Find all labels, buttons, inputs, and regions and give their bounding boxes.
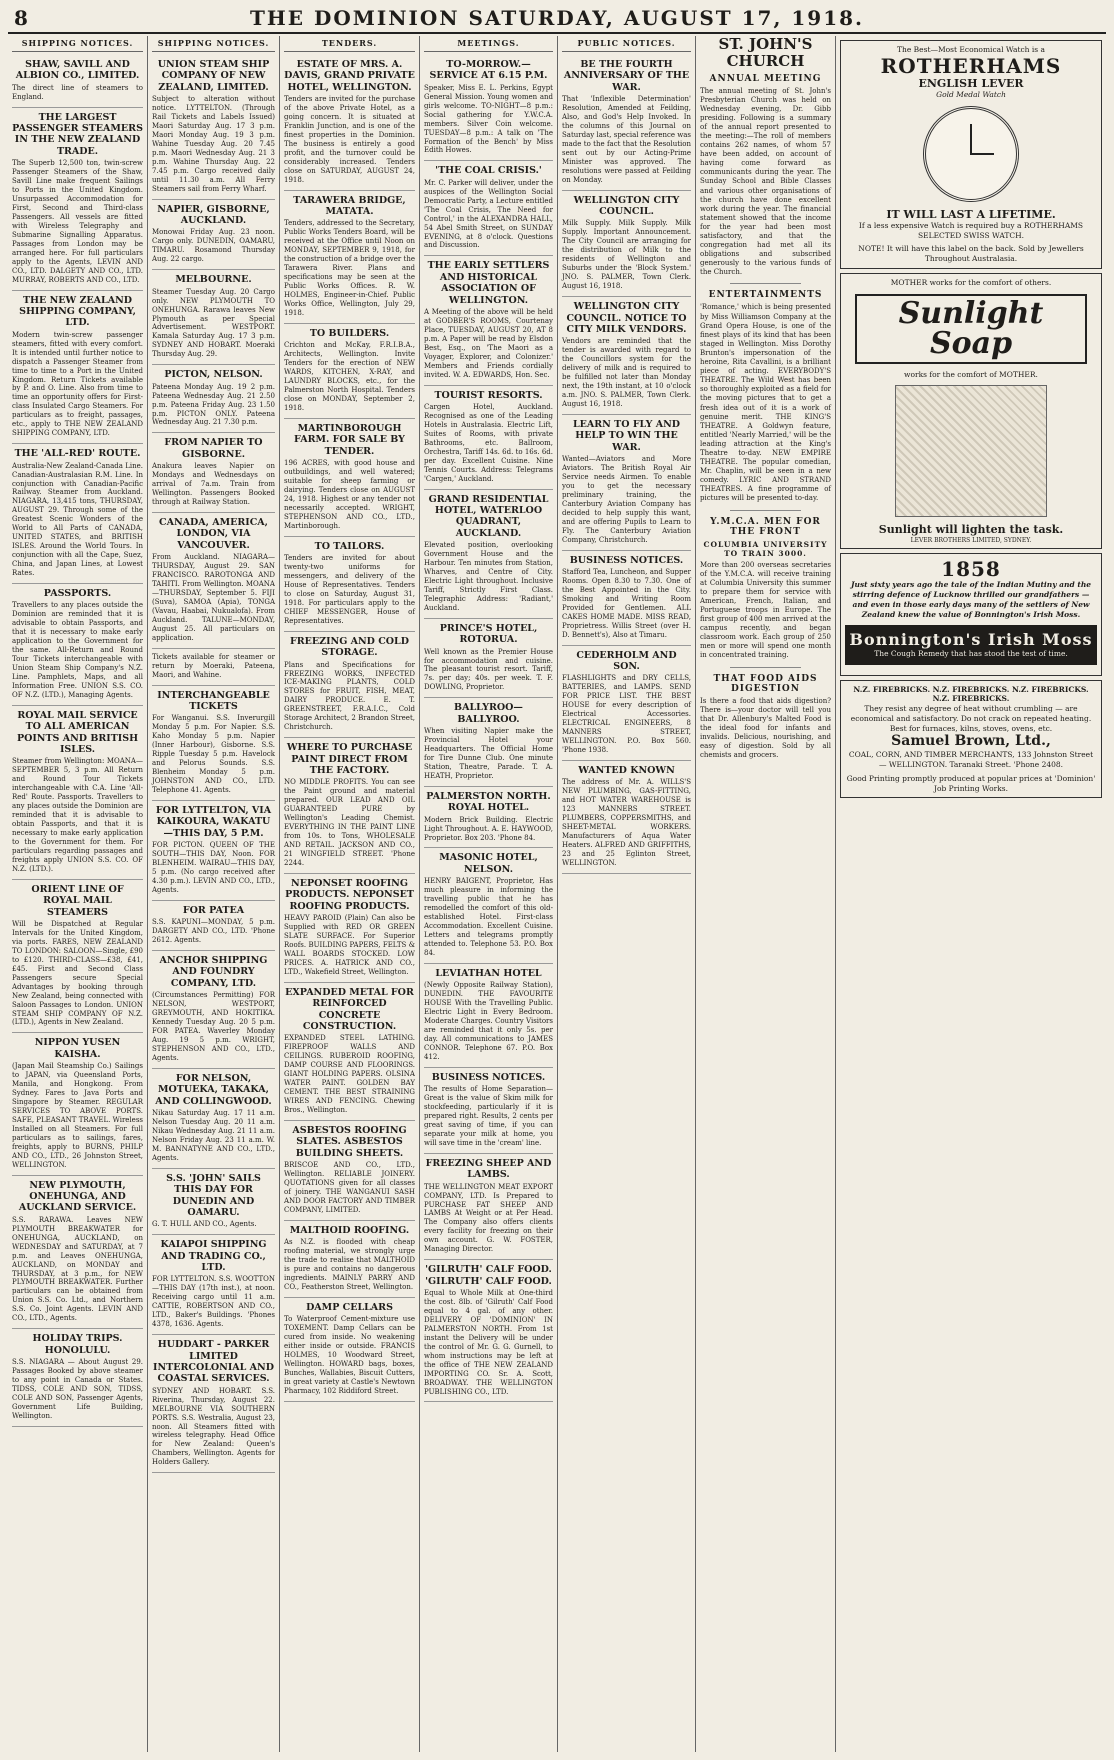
ad-body: Mr. C. Parker will deliver, under the auspices of the Wellington Social Democratic Party, a Lecture entitled 'The Coal Crisis, The Need for Control,' in the ALEXANDRA HALL, 54 Abel Smith Street, on SUNDAY EVENING, at 8 o'clock. Questions and Discussion.	[424, 178, 553, 250]
classified-ad	[424, 698, 553, 787]
classified-ad	[12, 444, 143, 584]
ad-heading: TOURIST RESORTS.	[434, 389, 543, 401]
ad-year: 1858	[941, 557, 1001, 582]
ads-list	[424, 55, 553, 1402]
ads-list	[562, 55, 691, 874]
ad-body: Speaker, Miss E. L. Perkins, Egypt General Mission. Young women and girls welcome. TO-NIGHT—8 p.m.: Social gathering for Y.W.C.A. members. Silver Coin welcome. TUESDAY—8 p.m.: A talk on 'The Formation of the Bench' by Miss Edith Howes.	[424, 83, 553, 155]
ad-body: THE WELLINGTON MEAT EXPORT COMPANY, LTD. Is Prepared to PURCHASE FAT SHEEP AND LAMBS At Weight or at Per Head. The Company also offers clients every facility for freezing on their own account. G. W. FOSTER, Managing Director.	[424, 1182, 553, 1254]
ad-body: Subject to alteration without notice. LYTTELTON. (Through Rail Tickets and Labels Issued) Maori Saturday Aug. 17 3 p.m. Maori Monday Aug. 19 3 p.m. Wahine Tuesday Aug. 20 7.45 p.m. Maori Wednesday Aug. 21 3 p.m. Wahine Thursday Aug. 22 7.45 p.m. Cargo received daily until 11.30 a.m. All Ferry Steamers sail from Ferry Wharf.	[152, 95, 275, 193]
section-subheading: COLUMBIA UNIVERSITY TO TRAIN 3000.	[703, 539, 828, 558]
classified-ad	[562, 55, 691, 191]
ad-body: Monowai Friday Aug. 23 noon. Cargo only. DUNEDIN, OAMARU, TIMARU. Rosamond Thursday Aug. 22 cargo.	[152, 228, 275, 264]
classified-ad	[562, 191, 691, 297]
classified-ad	[152, 1169, 275, 1236]
ad-heading: 'GILRUTH' CALF FOOD. 'GILRUTH' CALF FOOD.	[425, 1264, 552, 1287]
ad-heading: GRAND RESIDENTIAL HOTEL, WATERLOO QUADRANT, AUCKLAND.	[428, 493, 549, 539]
ad-heading: ASBESTOS ROOFING SLATES. ASBESTOS BUILDING SHEETS.	[292, 1124, 407, 1159]
ad-caption: Gold Medal Watch	[936, 89, 1006, 99]
ad-body: Pateena Monday Aug. 19 2 p.m. Pateena Wednesday Aug. 21 2.50 p.m. Pateena Friday Aug. 23 1.50 p.m. PICTON ONLY. Pateena Wednesday Aug. 21 7.30 p.m.	[152, 382, 275, 427]
ad-body: Tenders are invited for about twenty-two uniforms for messengers, and delivery of the House of Representatives. Tenders to close on Saturday, August 31, 1918. For particulars apply to the CHIEF MESSENGER, House of Representatives.	[284, 554, 415, 625]
ad-body: Equal to Whole Milk at One-third the cost. 8lb. of 'Gilruth' Calf Food equal to 4 gal. of any other. DELIVERY OF 'DOMINION' IN PALMERSTON NORTH. From 1st instant the Delivery will be under the control of Mr. G. G. Gurnell, to whom instructions may be left at the office of THE NEW ZEALAND IMPORTING CO. Sr. A. Scott, BROADWAY. THE WELLINGTON PUBLISHING CO., LTD.	[424, 1289, 553, 1396]
ad-body: Will be Dispatched at Regular Intervals for the United Kingdom, via ports. FARES, NEW ZEALAND TO LONDON: SALOON—Single, £90 to £120. THIRD-CLASS—£38, £41, £45. First and Second Class Passengers secure Special Advantages by booking through New Zealand, being connected with Saloon Passages to London. UNION STEAM SHIP COMPANY OF N.Z. (LTD.), Agents in New Zealand.	[12, 919, 143, 1027]
ad-body: Well known as the Premier House for accommodation and cuisine. The pleasant tourist resort. Tariff, 7s. per day; 40s. per week. T. F. DOWLING, Proprietor.	[424, 647, 553, 692]
ad-tagline: The Best—Most Economical Watch is a	[897, 45, 1045, 54]
classified-ad	[152, 55, 275, 200]
divider	[730, 667, 801, 668]
classified-ad	[152, 901, 275, 951]
classified-ad	[284, 738, 415, 874]
ad-heading: PALMERSTON NORTH. ROYAL HOTEL.	[426, 790, 551, 814]
section-heading: Y.M.C.A. MEN FOR THE FRONT	[710, 516, 821, 537]
classified-ad	[152, 686, 275, 801]
ad-heading: WHERE TO PURCHASE PAINT DIRECT FROM THE FACTORY.	[286, 742, 413, 776]
classified-ad	[152, 649, 275, 686]
classified-ad	[12, 880, 143, 1034]
ad-heading: NEPONSET ROOFING PRODUCTS. NEPONSET ROOFING PRODUCTS.	[285, 877, 414, 912]
ad-firebricks	[840, 680, 1102, 799]
ad-body: Nikau Saturday Aug. 17 11 a.m. Nelson Tuesday Aug. 20 11 a.m. Nikau Wednesday Aug. 21 11 a.m. Nelson Friday Aug. 23 11 a.m. W. M. BANNATYNE AND CO., LTD., Agents.	[152, 1109, 275, 1162]
ad-body: From Auckland. NIAGARA—THURSDAY, August 29. SAN FRANCISCO. RAROTONGA AND TAHITI. From Wellington. MOANA—THURSDAY, September 5. FIJI (Suva), SAMOA (Apia), TONGA (Vavau, Haabai, Nukualofa). From Auckland. TALUNE—MONDAY, August 25. All particulars on application.	[152, 553, 275, 642]
article-headline: ST. JOHN'S CHURCH	[718, 36, 813, 71]
classified-ad	[284, 419, 415, 537]
column-heading: SHIPPING NOTICES.	[12, 36, 143, 52]
classified-ad	[424, 1068, 553, 1154]
ad-heading: BE THE FOURTH ANNIVERSARY OF THE WAR.	[563, 59, 690, 93]
ad-body: The address of Mr. A. WILLS'S NEW PLUMBING, GAS-FITTING, and HOT WATER WAREHOUSE is 123 MANNERS STREET. PLUMBERS, COPPERSMITHS, and SHEET-METAL WORKERS. Manufacturers of Aqua Water Heaters. ALFRED AND GRIFFITHS, 23 and 25 Eglinton Street, WELLINGTON.	[562, 778, 691, 867]
section-heading: THAT FOOD AIDS DIGESTION	[713, 673, 818, 694]
ad-body: Anakura leaves Napier on Mondays and Wednesdays on arrival of 7a.m. Train from Wellington. Passengers Booked through at Railway Station.	[152, 462, 275, 507]
ad-body: (Circumstances Permitting) FOR NELSON, WESTPORT, GREYMOUTH, AND HOKITIKA. Kennedy Tuesday Aug. 20 5 p.m. FOR PATEA. Waverley Monday Aug. 19 5 p.m. WRIGHT, STEPHENSON AND CO., LTD., Agents.	[152, 991, 275, 1062]
ad-heading: CEDERHOLM AND SON.	[576, 649, 677, 673]
ad-heading: NEW PLYMOUTH, ONEHUNGA, AND AUCKLAND SERVICE.	[18, 1179, 137, 1214]
classified-ad	[12, 1329, 143, 1426]
classified-ad	[424, 964, 553, 1068]
classified-ad	[152, 270, 275, 365]
column-heading: TENDERS.	[284, 36, 415, 52]
watch-hand	[970, 153, 994, 155]
ad-heading: S.S. 'JOHN' SAILS THIS DAY FOR DUNEDIN AND OAMARU.	[166, 1172, 261, 1218]
ad-heading: ESTATE OF MRS. A. DAVIS, GRAND PRIVATE HOTEL, WELLINGTON.	[284, 59, 415, 93]
ad-heading: LEVIATHAN HOTEL	[435, 967, 542, 979]
ad-body: Crichton and McKay, F.R.I.B.A., Architects, Wellington. Invite Tenders for the erection of NEW WARDS, KITCHEN, X-RAY, and LAUNDRY BLOCKS, etc., for the Palmerston North Hospital. Tenders close on MONDAY, September 2, 1918.	[284, 341, 415, 413]
ad-body: FLASHLIGHTS and DRY CELLS, BATTERIES, and LAMPS. SEND FOR PRICE LIST. THE BEST HOUSE for every description of Electrical Accessories. ELECTRICAL ENGINEERS, 8 MANNERS STREET, WELLINGTON. P.O. Box 560. 'Phone 1938.	[562, 674, 691, 755]
ad-brand: Samuel Brown, Ltd.,	[891, 733, 1051, 750]
classified-ad	[152, 200, 275, 271]
classified-ad	[284, 632, 415, 738]
page-number: 8	[14, 6, 28, 30]
ad-bonningtons	[840, 553, 1102, 675]
ad-body: Elevated position, overlooking Government House and the Harbour. Ten minutes from Station, Wharves, and Centre of City. Electric Light throughout. Inclusive Tariff, Strictly First Class. Telegraphic Address: 'Radiant,' Auckland.	[424, 541, 553, 612]
ad-subbrand: works for the comfort of MOTHER.	[904, 369, 1038, 379]
ad-heading: WELLINGTON CITY COUNCIL.	[573, 194, 680, 218]
ad-heading: HOLIDAY TRIPS. HONOLULU.	[32, 1333, 123, 1356]
classified-ad	[424, 55, 553, 161]
ad-heading: THE LARGEST PASSENGER STEAMERS IN THE NEW ZEALAND TRADE.	[12, 111, 143, 157]
classified-ad	[424, 848, 553, 963]
column-meetings	[420, 36, 558, 1752]
ad-heading: ROYAL MAIL SERVICE TO ALL AMERICAN POINTS AND BRITISH ISLES.	[16, 709, 139, 756]
ad-body: EXPANDED STEEL LATHING. FIREPROOF WALLS AND CEILINGS. RUBEROID ROOFING, DAMP COURSE AND FLOORINGS. GIANT HOLDING PAPERS. OLSINA WATER PAINT. GOLDEN BAY CEMENT. THE BEST STRAINING WIRES AND FENCING. Chewing Bros., Wellington.	[284, 1034, 415, 1114]
ad-heading: UNION STEAM SHIP COMPANY OF NEW ZEALAND, LIMITED.	[157, 59, 270, 93]
column-heading: PUBLIC NOTICES.	[562, 36, 691, 52]
ad-body: SYDNEY AND HOBART. S.S. Riverina, Thursday, August 22. MELBOURNE VIA SOUTHERN PORTS. S.S. Westralia, August 23, noon. All Steamers fitted with wireless telegraphy. Head Office for New Zealand: Queen's Chambers, Wellington. Agents for Holders Gallery.	[152, 1386, 275, 1467]
ad-body: Travellers to any places outside the Dominion are reminded that it is advisable to obtain Passports, and that it is necessary to make early application to the Government for the same. All-Return and Round Tour Tickets interchangeable with Union Steam Ship Company's N.Z. Line. Pamphlets, Maps, and all Information Free. UNION S.S. CO. OF N.Z. (LTD.), Managing Agents.	[12, 601, 143, 699]
classified-ad	[562, 297, 691, 415]
ad-body: Steamer from Wellington: MOANA—SEPTEMBER 5, 3 p.m. All Return and Round Tour Tickets interchangeable with C.A. Line 'All-Red' Route. Passports. Travellers to any places outside the Dominion are reminded that it is advisable to obtain Passports, and that it is necessary to make early application to the Government for them. For particulars regarding passages and freights apply UNION S.S. CO. OF N.Z. (LTD.).	[12, 757, 143, 873]
ad-heading: MASONIC HOTEL, NELSON.	[439, 852, 538, 875]
column-heading: SHIPPING NOTICES.	[152, 36, 275, 52]
classified-ad	[562, 415, 691, 551]
classified-ad	[424, 1154, 553, 1260]
classified-ad	[12, 291, 143, 445]
classified-ad	[284, 324, 415, 419]
classified-ad	[152, 801, 275, 901]
ad-tagline: MOTHER works for the comfort of others.	[890, 277, 1052, 287]
classified-ad	[562, 551, 691, 646]
ad-heading: THE NEW ZEALAND SHIPPING COMPANY, LTD.	[19, 294, 136, 329]
ad-text: They resist any degree of heat without crumbling — are economical and satisfactory. Do not crack on repeated heating. Best for furnaces, kilns, stoves, ovens, etc.	[850, 704, 1092, 733]
divider	[730, 283, 801, 284]
ad-caption: Sunlight will lighten the task.	[878, 523, 1064, 537]
ad-heading: CANADA, AMERICA, LONDON, VIA VANCOUVER.	[159, 516, 268, 551]
ad-heading: PASSPORTS.	[43, 587, 112, 599]
ad-body: HENRY BAIGENT, Proprietor, Has much pleasure in informing the travelling public that he has remodelled the comfort of this old-established Hotel. First-class Accommodation. Excellent Cuisine. Letters and telegrams promptly attended to. Telephone 53. P.O. Box 84.	[424, 877, 553, 957]
classified-ad	[424, 619, 553, 699]
classified-ad	[424, 1260, 553, 1402]
ad-heading: WELLINGTON CITY COUNCIL. NOTICE TO CITY MILK VENDORS.	[566, 301, 687, 335]
ad-note-2: If a less expensive Watch is required buy a ROTHERHAMS SELECTED SWISS WATCH.	[858, 220, 1084, 240]
classified-ad	[284, 1221, 415, 1298]
classified-ad	[284, 983, 415, 1121]
classified-ad	[12, 55, 143, 108]
newspaper-title: THE DOMINION SATURDAY, AUGUST 17, 1918.	[249, 6, 864, 30]
ad-heading: MELBOURNE.	[175, 274, 252, 286]
ad-heading: MARTINBOROUGH FARM. FOR SALE BY TENDER.	[294, 422, 405, 457]
masthead	[8, 4, 1106, 34]
classified-ad	[284, 537, 415, 632]
ad-body: When visiting Napier make the Provincial Hotel your Headquarters. The Official Home for Tire Dunne Club. One minute Station, Theatre, Parade. T. A. HEATH, Proprietor.	[424, 727, 553, 780]
ad-brand: ROTHERHAMS	[880, 53, 1062, 78]
ads-list	[284, 55, 415, 1402]
ad-body: Modern Brick Building. Electric Light Throughout. A. E. HAYWOOD, Proprietor. Box 203. 'Phone 84.	[424, 815, 553, 842]
ad-body: The direct line of steamers to England.	[12, 83, 143, 101]
classified-ad	[152, 951, 275, 1069]
ad-body: Tickets available for steamer or return by Moeraki, Pateena, Maori, and Wahine.	[152, 652, 275, 679]
column-article	[696, 36, 836, 1752]
ad-body: Wanted—Aviators and More Aviators. The British Royal Air Service needs Airmen. To enable you to get the necessary preliminary training, the Canterbury Aviation Company has decided to help supply this want, and are offering Pupils to Learn to Fly. The Canterbury Aviation Company, Christchurch.	[562, 455, 691, 544]
ad-body: Stafford Tea, Luncheon, and Supper Rooms. Open 8.30 to 7.30. One of the Best Appointed in the City. Smoking and Writing Room Provided for Gentlemen. ALL CAKES HOME MADE. MISS READ, Proprietress. Willis Street (over H. D. Bennett's), Also at Timaru.	[562, 568, 691, 639]
classified-ad	[152, 1335, 275, 1473]
mother-illustration	[895, 385, 1047, 517]
classified-ad	[284, 55, 415, 191]
ad-body: G. T. HULL AND CO., Agents.	[152, 1220, 257, 1229]
classified-ad	[152, 433, 275, 513]
ad-body: (Newly Opposite Railway Station), DUNEDIN. THE FAVOURITE HOUSE With the Travelling Public. Electric Light in Every Bedroom. Moderate Charges. Country Visitors are reminded that it only 5s. per day. All communications to JAMES CONNOR. Telephone 67. P.O. Box 412.	[424, 981, 553, 1061]
ad-heading: BALLYROO—BALLYROO.	[454, 702, 523, 725]
ad-brand: Sunlight Soap	[855, 294, 1087, 364]
classified-ad	[284, 1121, 415, 1221]
classified-ad	[12, 706, 143, 880]
ad-fineprint: The Cough Remedy that has stood the test of time.	[874, 648, 1068, 658]
ad-brand: Bonnington's Irish Moss	[849, 630, 1093, 650]
ad-list: N.Z. FIREBRICKS. N.Z. FIREBRICKS. N.Z. FIREBRICKS. N.Z. FIREBRICKS.	[853, 684, 1089, 704]
classified-ad	[152, 513, 275, 649]
classified-ad	[152, 1069, 275, 1169]
ad-brand-box	[845, 625, 1097, 664]
divider	[730, 510, 801, 511]
ad-heading: TO BUILDERS.	[309, 327, 390, 339]
ad-body: For Wanganui. S.S. Inverurgill Monday 5 p.m. For Napier. S.S. Kaho Monday 5 p.m. Napier (Inner Harbour), Gisborne. S.S. Ripple Tuesday 5 p.m. Havelock and Pelorus Sounds. S.S. Blenheim Monday 5 p.m. JOHNSTON AND CO., LTD. Telephone 41. Agents.	[152, 714, 275, 794]
article-body: 'Romance,' which is being presented by Miss Williamson Company at the Grand Opera House, is one of the finest plays of its kind that has been staged in Wellington. Miss Dorothy Brunton's impersonation of the heroine, Rita Cavallini, is a brilliant piece of acting. EVERYBODY'S THEATRE. The Wild West has been so thoroughly exploited as a field for the moving pictures that to get a fresh idea out of it is a work of genuine merit. THE KING'S THEATRE. A Goldwyn feature, entitled 'Nearly Married,' will be the leading attraction at the King's Theatre to-day. NEW EMPIRE THEATRE. The popular comedian, Mr. Chaplin, will be seen in a new comedy. LYRIC AND STRAND THEATRES. A fine programme of pictures will be presented to-day.	[700, 303, 831, 503]
classified-ad	[562, 761, 691, 874]
ad-heading: NAPIER, GISBORNE, AUCKLAND.	[157, 203, 270, 227]
columns	[8, 36, 1106, 1752]
ad-body: BRISCOE AND CO., LTD., Wellington. RELIABLE JOINERY. QUOTATIONS given for all classes of joinery. THE WANGANUI SASH AND DOOR FACTORY AND TIMBER COMPANY, LIMITED.	[284, 1161, 415, 1214]
ad-body: Cargen Hotel, Auckland. Recognised as one of the Leading Hotels in Australasia. Electric Lift, Suites of Rooms, with private Bathrooms, etc. Ballroom, Orchestra, Tariff 14s. 6d. to 16s. 6d. per day. Excellent Cuisine. Nine Tennis Courts. Address: Telegrams 'Cargen,' Auckland.	[424, 403, 553, 483]
column-heading: MEETINGS.	[424, 36, 553, 52]
ad-note-3: NOTE! It will have this label on the back. Sold by Jewellers Throughout Australasia.	[858, 244, 1084, 264]
ad-heading: BUSINESS NOTICES.	[431, 1071, 546, 1083]
classified-ad	[424, 161, 553, 256]
ad-body: That 'Inflexible Determination' Resolution, Amended at Feilding, Also, and God's Help Invoked. In the columns of this Journal on Saturday last, special reference was made to the fact that the Resolution sent out by our Acting-Prime Minister was approved. The resolutions were passed at Feilding on Monday.	[562, 95, 692, 184]
ad-heading: DAMP CELLARS	[306, 1301, 393, 1313]
ad-heading: NIPPON YUSEN KAISHA.	[34, 1037, 121, 1060]
ad-heading: MALTHOID ROOFING.	[289, 1224, 410, 1236]
ad-heading: EXPANDED METAL FOR REINFORCED CONCRETE CONSTRUCTION.	[285, 986, 414, 1032]
ad-body: FOR PICTON. QUEEN OF THE SOUTH—THIS DAY, Noon. FOR BLENHEIM. WAIRAU—THIS DAY, 5 p.m. (No cargo received after 4.30 p.m.). LEVIN AND CO., LTD., Agents.	[152, 841, 275, 894]
ad-fineprint: LEVER BROTHERS LIMITED, SYDNEY.	[910, 536, 1032, 544]
column-tenders	[280, 36, 420, 1752]
column-display-ads	[836, 36, 1106, 1752]
ad-body: Tenders are invited for the purchase of the above Private Hotel, as a going concern. It is situated at Franklin Junction, and is one of the finest properties in the Dominion. The business is entirely a good profit, and the turnover could be considerably increased. Tenders close on SATURDAY, AUGUST 24, 1918.	[284, 95, 415, 184]
ad-heading: ORIENT LINE OF ROYAL MAIL STEAMERS	[31, 883, 124, 918]
ad-heading: THE EARLY SETTLERS AND HISTORICAL ASSOCIATION OF WELLINGTON.	[427, 260, 550, 306]
ad-heading: FREEZING SHEEP AND LAMBS.	[425, 1157, 552, 1181]
ad-rotherhams	[840, 40, 1102, 269]
column-public-notices	[558, 36, 696, 1752]
classified-ad	[12, 1176, 143, 1330]
classified-ad	[424, 787, 553, 849]
ad-heading: LEARN TO FLY AND HELP TO WIN THE WAR.	[572, 418, 681, 453]
ad-body: S.S. KAPUNI—MONDAY, 5 p.m. DARGETY AND CO., LTD. 'Phone 2612. Agents.	[152, 918, 275, 945]
column-shipping-1	[8, 36, 148, 1752]
ad-heading: INTERCHANGEABLE TICKETS	[157, 689, 270, 712]
article-body: More than 200 overseas secretaries of the Y.M.C.A. will receive training at Columbia University this summer to prepare them for service with American, French, Italian, and Portuguese troops in Europe. The first group of 400 men arrived at the campus recently, and began classroom work. Each group of 250 men or more will spend one month in concentrated training.	[700, 560, 831, 660]
ad-text: Just sixty years ago the tale of the Indian Mutiny and the stirring defence of Lucknow thrilled our grandfathers — and even in those early days many of the settlers of New Zealand knew the value of Bonnington's Irish Moss.	[850, 580, 1092, 619]
column-shipping-2	[148, 36, 280, 1752]
ad-subbrand: ENGLISH LEVER	[918, 76, 1024, 90]
ad-body: 196 ACRES, with good house and outbuildings, and well watered; suitable for sheep farming or dairying. Tenders close on AUGUST 24, 1918. Highest or any tender not necessarily accepted. WRIGHT, STEPHENSON AND CO., LTD., Martinborough.	[284, 459, 415, 530]
ads-list	[12, 55, 143, 1427]
ad-heading: TARAWERA BRIDGE, MATATA.	[293, 194, 406, 218]
ad-body: As N.Z. is flooded with cheap roofing material, we strongly urge the trade to realise that MALTHOID is pure and contains no dangerous ingredients. MAINLY PARRY AND CO., Featherston Street, Wellington.	[284, 1238, 415, 1291]
ad-heading: WANTED KNOWN	[578, 764, 675, 776]
ad-body: Vendors are reminded that the tender is awarded with regard to the Councillors system for the delivery of milk and is required to be fulfilled not later than Monday next, the 19th instant, at 10 o'clock a.m. JNO. S. PALMER, Town Clerk. August 16, 1918.	[562, 337, 691, 408]
ad-heading: SHAW, SAVILL AND ALBION CO., LIMITED.	[15, 59, 140, 82]
classified-ad	[12, 584, 143, 706]
classified-ad	[424, 256, 553, 385]
article-subhead: ANNUAL MEETING	[709, 73, 822, 84]
ad-body: A Meeting of the above will be held at GODBER'S ROOMS, Courtenay Place, TUESDAY, AUGUST 20, AT 8 p.m. A Paper will be read by Elsdon Best, Esq., on 'The Maori as a Voyager, Explorer, and Colonizer.' Members and Friends cordially invited. W. A. EDWARDS, Hon. Sec.	[424, 307, 553, 379]
ad-body: Modern twin-screw passenger steamers, fitted with every comfort. It is intended until further notice to dispatch a Passenger Steamer from time to time to a Port in the United Kingdom. Return Tickets available by P. and O. Line. Also from time to time an opportunity offers for First-class Insulated Cargo Steamers. For particulars as to freight, passages, etc., apply to THE NEW ZEALAND SHIPPING COMPANY, LTD.	[12, 330, 143, 438]
ad-body: Australia-New Zealand-Canada Line. Canadian-Australasian R.M. Line. In conjunction with Canadian-Pacific Railway. Steamer from Auckland. NIAGARA, 13,415 tons, THURSDAY, AUGUST 29. Through some of the Greatest Scenic Wonders of the World to All Parts of CANADA, UNITED STATES, and BRITISH ISLES. Around the World Tours. In conjunction with all the Cape, Suez, China, and Japan Lines, at Lowest Rates.	[12, 461, 143, 578]
ad-heading: KAIAPOI SHIPPING AND TRADING CO., LTD.	[160, 1239, 267, 1274]
pocket-watch-icon	[923, 106, 1019, 202]
ad-subbrand: COAL, CORN, AND TIMBER MERCHANTS, 133 Johnston Street — WELLINGTON. Taranaki Street. 'Phone 2408.	[848, 750, 1094, 769]
ad-heading: FROM NAPIER TO GISBORNE.	[164, 437, 263, 460]
ad-body: Milk Supply. Milk Supply. Milk Supply. Important Announcement. The City Council are arranging for the distribution of Milk to the residents of Wellington and Suburbs under the 'Block System.' JNO. S. PALMER, Town Clerk. August 16, 1918.	[562, 219, 691, 291]
ad-heading: BUSINESS NOTICES.	[569, 554, 684, 566]
ad-note: IT WILL LAST A LIFETIME.	[886, 207, 1056, 221]
classified-ad	[424, 386, 553, 490]
ad-fineprint: Good Printing promptly produced at popular prices at 'Dominion' Job Printing Works.	[846, 773, 1096, 793]
ad-sunlight-soap	[840, 273, 1102, 549]
ad-heading: TO TAILORS.	[314, 540, 385, 552]
ad-heading: HUDDART - PARKER LIMITED INTERCOLONIAL AND COASTAL SERVICES.	[153, 1339, 274, 1385]
ad-body: The Superb 12,500 ton, twin-screw Passenger Steamers of the Shaw, Savill Line make frequent Sailings to Ports in the United Kingdom. Unsurpassed Accommodation for First, Second and Third-class Passengers. All vessels are fitted with Wireless Telegraphy and Submarine Signalling Apparatus. Passages from London may be arranged here. For full particulars apply to the Agents, LEVIN AND CO., LTD. DALGETY AND CO., LTD. MURRAY, ROBERTS AND CO., LTD.	[12, 159, 143, 284]
classified-ad	[152, 365, 275, 433]
article-body: The annual meeting of St. John's Presbyterian Church was held on Wednesday evening, Dr. Gibb presiding. Following is a summary of the annual report presented to the meeting:—The roll of members contains 262 names, of whom 57 have been added, on account of having come forward as communicants during the year. The Sunday School and Bible Classes and various other organisations of the church have done excellent work during the year. The financial statement showed that the income for the year had been most satisfactory, and that the congregation had met all its obligations and subscribed generously to the various funds of the Church.	[700, 86, 831, 277]
ad-heading: PICTON, NELSON.	[164, 369, 263, 381]
ad-body: S.S. NIAGARA — About August 29. Passages Booked by above steamer to any point in Canada or States. TIDSS, COLE AND SON, TIDSS, COLE AND SON, Passenger Agents, Government Life Building, Wellington.	[12, 1358, 143, 1420]
classified-ad	[12, 1033, 143, 1175]
ad-body: The results of Home Separation—Great is the value of Skim milk for stockfeeding, particularly if it is prepared right. Results, 2 cents per great saving of time, if you can separate your milk at home, you will save time in the 'cream' line.	[424, 1085, 553, 1147]
ad-body: Plans and Specifications for FREEZING WORKS, INFECTED ICE-MAKING PLANTS, COLD STORES for FRUIT, FISH, MEAT, DAIRY PRODUCE. E. T. GREENSTREET, F.R.A.I.C., Cold Storage Architect, 2 Brandon Street, Christchurch.	[284, 660, 415, 732]
article-body: Is there a food that aids digestion? There is—your doctor will tell you that Dr. Allenbury's Malted Food is the ideal food for infants and invalids. Delicious, nourishing, and easy of digestion. Sold by all chemists and grocers.	[700, 696, 831, 760]
ads-list	[152, 55, 275, 1473]
ad-body: (Japan Mail Steamship Co.) Sailings to JAPAN, via Queensland Ports, Manila, and Hongkong. From Sydney. Fares to Java Ports and Singapore by Steamer. REGULAR SERVICES TO ABOVE PORTS. SAFE, PLEASANT TRAVEL. Wireless Installed on all Steamers. For full particulars as to sailings, fares, freights, apply to BURNS, PHILP AND CO., LTD., 26 Johnston Street, WELLINGTON.	[12, 1062, 143, 1169]
ad-heading: FOR NELSON, MOTUEKA, TAKAKA, AND COLLINGWOOD.	[155, 1072, 272, 1107]
ad-body: S.S. RARAWA. Leaves NEW PLYMOUTH BREAKWATER for ONEHUNGA, AUCKLAND, on WEDNESDAY and SATURDAY, at 7 p.m. and Leaves ONEHUNGA, AUCKLAND, on MONDAY and THURSDAY, at 3 p.m., for NEW PLYMOUTH BREAKWATER. Further particulars can be obtained from Union S.S. Co. Ltd., and Northern S.S. Co. Joint Agents. LEVIN AND CO., LTD., Agents.	[12, 1215, 143, 1323]
ad-body: FOR LYTTELTON. S.S. WOOTTON—THIS DAY (17th inst.), at noon. Receiving cargo until 11 a.m. CATTIE, ROBERTSON AND CO., LTD., Baker's Buildings. 'Phones 4378, 1636. Agents.	[152, 1275, 275, 1329]
classified-ad	[284, 874, 415, 983]
ad-body: To Waterproof Cement-mixture use TOXEMENT. Damp Cellars can be cured from inside. No weakening either inside or outside. FRANCIS HOLMES, 10 Woodward Street, Wellington. HOWARD bags, boxes, Bunches, Wallabies, Biscuit Cutters, in great variety at Castle's Newtown Pharmacy, 102 Riddiford Street.	[284, 1315, 415, 1395]
classified-ad	[12, 108, 143, 291]
ad-body: Steamer Tuesday Aug. 20 Cargo only. NEW PLYMOUTH TO ONEHUNGA. Rarawa leaves New Plymouth as per Special Advertisement. WESTPORT. Kamala Saturday Aug. 17 3 p.m. SYDNEY AND HOBART. Moeraki Thursday Aug. 29.	[152, 287, 275, 359]
ad-heading: FOR PATEA	[182, 904, 245, 916]
ad-body: NO MIDDLE PROFITS. You can see the Paint ground and material prepared. OUR LEAD AND OIL GUARANTEED PURE by Wellington's Leading Chemist. EVERYTHING IN THE PAINT LINE from 10s. to Tons, WHOLESALE AND RETAIL. JACKSON AND CO., 21 WINGFIELD STREET. 'Phone 2244.	[284, 778, 415, 867]
watch-hand	[970, 124, 972, 155]
classified-ad	[562, 646, 691, 761]
ad-heading: TO-MORROW.—SERVICE AT 6.15 P.M.	[429, 59, 548, 82]
ad-body: HEAVY PAROID (Plain) Can also be Supplied with RED OR GREEN SLATE SURFACE. For Superior Roofs. BUILDING PAPERS, FELTS & WALL BOARDS STOCKED. LOW PRICES. A. HATRICK AND CO., LTD., Wakefield Street, Wellington.	[284, 914, 415, 976]
ad-heading: FOR LYTTELTON, VIA KAIKOURA, WAKATU—THIS DAY, 5 P.M.	[155, 804, 272, 839]
classified-ad	[424, 490, 553, 619]
ad-heading: FREEZING AND COLD STORAGE.	[290, 635, 409, 659]
ad-heading: PRINCE'S HOTEL, ROTORUA.	[439, 622, 538, 646]
classified-ad	[284, 1298, 415, 1402]
classified-ad	[284, 191, 415, 324]
ad-heading: THE 'ALL-RED' ROUTE.	[14, 448, 141, 460]
classified-ad	[152, 1235, 275, 1335]
ad-heading: ANCHOR SHIPPING AND FOUNDRY COMPANY, LTD.	[159, 955, 268, 989]
section-heading: ENTERTAINMENTS	[708, 290, 823, 301]
ad-heading: 'THE COAL CRISIS.'	[435, 165, 542, 177]
ad-body: Tenders, addressed to the Secretary, Public Works Tenders Board, will be received at the Office until Noon on MONDAY, SEPTEMBER 9, 1918, for the construction of a bridge over the Tarawera River. Plans and specifications may be seen at the Public Works Offices. R. W. HOLMES, Engineer-in-Chief. Public Works Office, Wellington, July 29, 1918.	[284, 219, 415, 318]
